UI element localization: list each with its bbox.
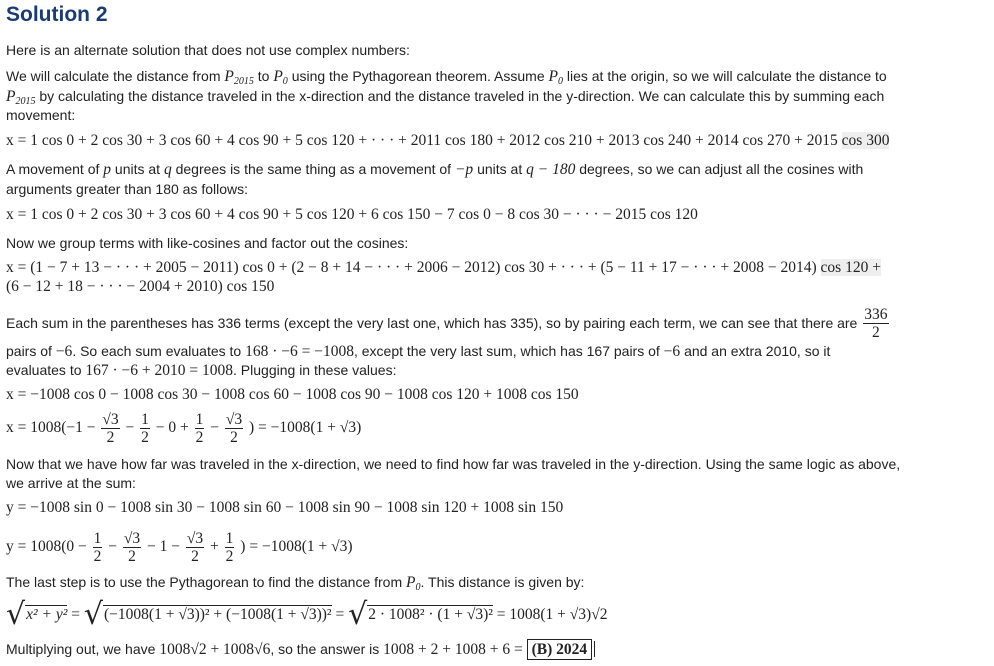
- paragraph-5-line-2: we arrive at the sum:: [6, 475, 136, 491]
- p1-b: to: [257, 68, 270, 84]
- paragraph-1-line-2: [6, 87, 884, 106]
- paragraph-1-line-1: [6, 67, 887, 86]
- paragraph-4-line-3: [6, 361, 396, 380]
- paragraph-3: Now we group terms with like-cosines and factor out the cosines:: [6, 235, 409, 251]
- eq-x1-tail: cos 300: [841, 132, 890, 149]
- equation-x-1: [6, 131, 889, 151]
- paragraph-2-line-1: [6, 160, 863, 179]
- p2-negp: −p: [454, 161, 474, 178]
- p2-q180: q − 180: [526, 161, 576, 178]
- fraction-336-over-2: $\frac{336}{2}$: [864, 306, 888, 341]
- eq-x3-line1: x = (1 − 7 + 13 − · · · + 2005 − 2011) cos 0 + (2 − 8 + 14 − · · · + 2006 − 2012) cos 30 + · · · + (5 − 11 + 17 − · · · + 2008 − 2014): [6, 259, 817, 276]
- p4-d: , except the very last sum, which has 167 pairs of: [353, 343, 660, 359]
- equation-x-3-line-1: [6, 258, 881, 278]
- radicand-1: x² + y²: [26, 606, 68, 623]
- paragraph-1-line-3: movement:: [6, 107, 76, 123]
- paragraph-5-line-1: Now that we have how far was traveled in the x-direction, we need to find how far was traveled in the y-direction. Using the same logic as above,: [6, 456, 901, 472]
- radicand-2: (−1008(1 + √3))² + (−1008(1 + √3))²: [104, 606, 332, 623]
- paragraph-4-line-2: [6, 342, 830, 361]
- p1-d: lies at the origin, so we will calculate the distance to: [566, 68, 887, 84]
- p2-b: units at: [114, 161, 161, 177]
- equation-x-3-line-2: (6 − 12 + 18 − · · · − 2004 + 2010) cos 150: [6, 278, 275, 295]
- equation-x-2: x = 1 cos 0 + 2 cos 30 + 3 cos 60 + 4 cos 90 + 5 cos 120 + 6 cos 150 − 7 cos 0 − 8 cos 30 − · · · − 2015 cos 120: [6, 206, 698, 223]
- p4-g: . Plugging in these values:: [233, 362, 397, 378]
- p7-m1: 1008√2 + 1008√6: [159, 641, 271, 658]
- p0-symbol: $P_0$: [273, 68, 288, 87]
- eq-x1-main: x = 1 cos 0 + 2 cos 30 + 3 cos 60 + 4 cos 90 + 5 cos 120 + · · · + 2011 cos 180 + 2012 cos 210 + 2013 cos 240 + 2014 cos 270 + 2015: [6, 132, 838, 149]
- section-heading: Solution 2: [6, 3, 108, 26]
- p4-b: pairs of: [6, 343, 52, 359]
- p6-a: The last step is to use the Pythagorean to find the distance from: [6, 574, 403, 590]
- equation-y-2: y = 1008(0 − $\frac{1}{2}$ − $\frac{√3}{2}$ − 1 − $\frac{√3}{2}$ + $\frac{1}{2}$ ) = −1008(1 + √3): [6, 529, 353, 565]
- p4-a: Each sum in the parentheses has 336 terms (except the very last one, which has 335), so by pairing each term, we can see that there are: [6, 315, 858, 331]
- p2-q: q: [163, 161, 172, 178]
- paragraph-7: [6, 640, 595, 659]
- equation-x-4: x = −1008 cos 0 − 1008 cos 30 − 1008 cos 60 − 1008 cos 90 − 1008 cos 120 + 1008 cos 150: [6, 386, 579, 403]
- equation-distance: √x² + y² = √(−1008(1 + √3))² + (−1008(1 + √3))² = √2 · 1008² · (1 + √3)² = 1008(1 + √3)√2: [6, 597, 608, 632]
- intro-text: Here is an alternate solution that does not use complex numbers:: [6, 42, 410, 58]
- p4-eval: 168 · −6 = −1008: [245, 343, 354, 360]
- p4-f: evaluates to: [6, 362, 82, 378]
- p2-c: degrees is the same thing as a movement of: [175, 161, 452, 177]
- answer-text: (B) 2024: [531, 641, 588, 658]
- p7-m2: 1008 + 2 + 1008 + 6 =: [383, 641, 523, 658]
- p4-neg6: −6: [55, 343, 73, 360]
- p0-symbol-3: $P_0$: [406, 574, 421, 593]
- answer-box: [527, 639, 593, 660]
- p2-e: degrees, so we can adjust all the cosines with: [579, 161, 864, 177]
- equation-x-5: x = 1008(−1 − $\frac{√3}{2}$ − $\frac{1}{2}$ − 0 + $\frac{1}{2}$ − $\frac{√3}{2}$ ) = −1008(1 + √3): [6, 410, 362, 446]
- paragraph-2-line-2: arguments greater than 180 as follows:: [6, 181, 249, 197]
- p4-eval2: 167 · −6 + 2010 = 1008: [85, 362, 234, 379]
- radicand-3: 2 · 1008² · (1 + √3)²: [368, 606, 493, 623]
- p4-c: . So each sum evaluates to: [72, 343, 242, 359]
- eq-x3-line1-tail: cos 120 +: [820, 259, 881, 276]
- p2-d: units at: [477, 161, 523, 177]
- p2015-symbol-2: $P_{2015}$: [6, 88, 36, 107]
- p2-a: A movement of: [6, 161, 100, 177]
- p7-a: Multiplying out, we have: [6, 641, 156, 657]
- p4-e: and an extra 2010, so it: [684, 343, 831, 359]
- p0-symbol-2: $P_0$: [548, 68, 563, 87]
- p7-b: , so the answer is: [270, 641, 380, 657]
- p1-e: by calculating the distance traveled in the x-direction and the distance traveled in the y-direction. We can calculate this by summing each: [39, 88, 885, 104]
- p1-c: using the Pythagorean theorem. Assume: [291, 68, 545, 84]
- p2-p: p: [103, 161, 112, 178]
- p4-neg6-2: −6: [663, 343, 681, 360]
- p1-a: We will calculate the distance from: [6, 68, 221, 84]
- text-cursor: [594, 641, 595, 657]
- equation-y-1: y = −1008 sin 0 − 1008 sin 30 − 1008 sin 60 − 1008 sin 90 − 1008 sin 120 + 1008 sin 150: [6, 499, 564, 516]
- p6-b: . This distance is given by:: [420, 574, 585, 590]
- p2015-symbol: $P_{2015}$: [224, 68, 254, 87]
- paragraph-6: [6, 573, 584, 592]
- paragraph-4-line-1: [6, 306, 891, 341]
